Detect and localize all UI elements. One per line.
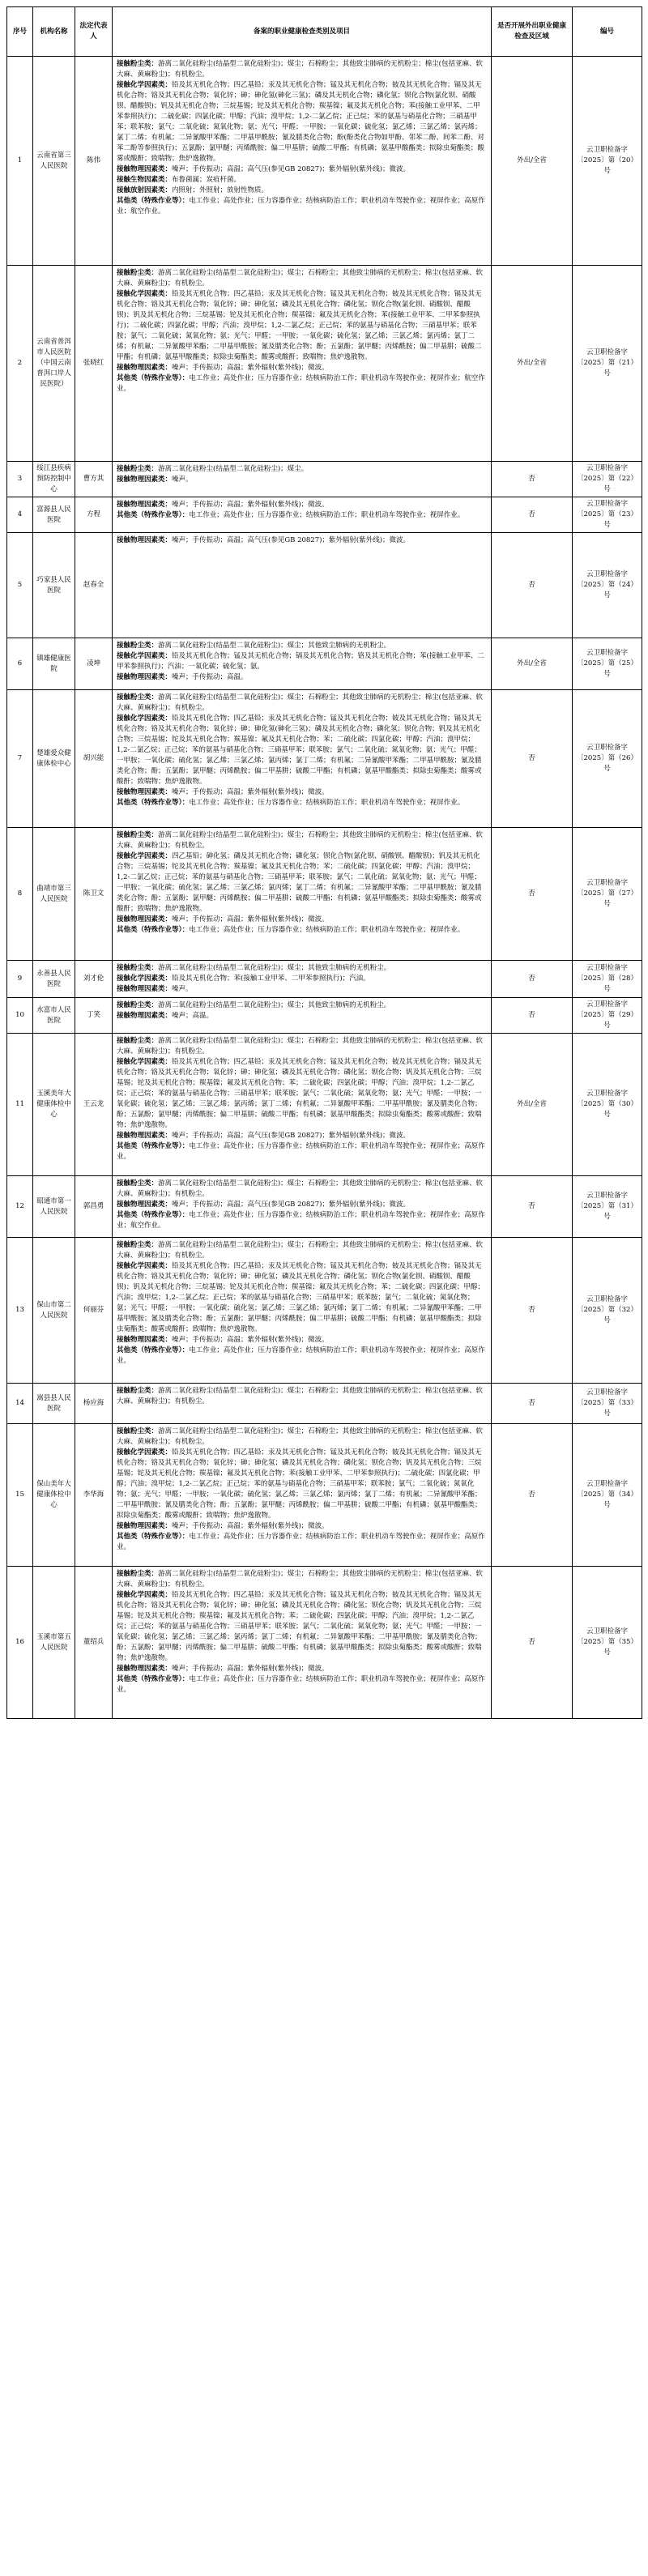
section-items: 电工作业；高处作业；压力容器作业；结核病防治工作；职业机动车驾驶作业；视屏作业；高原作业。 — [117, 1346, 485, 1365]
project-section — [117, 186, 487, 196]
header-project: 备案的职业健康检查类别及项目 — [113, 7, 492, 57]
project-section — [117, 373, 487, 395]
project-section — [117, 693, 487, 714]
org-name: 嵩县县人民医院 — [33, 1384, 75, 1424]
section-category: 接触化学因素类： — [117, 1448, 173, 1456]
registry-table — [6, 6, 642, 1719]
project-cell — [113, 690, 492, 828]
outside-exam: 否 — [492, 1384, 573, 1424]
outside-exam: 否 — [492, 828, 573, 961]
table-row — [7, 57, 642, 266]
row-number: 7 — [7, 690, 33, 828]
table-row — [7, 533, 642, 638]
table-row — [7, 828, 642, 961]
row-number: 2 — [7, 266, 33, 462]
section-items: 游离二氧化硅粉尘(结晶型二氧化硅粉尘)；煤尘；其他致尘肺病的无机粉尘。 — [158, 1001, 391, 1009]
project-section — [117, 787, 487, 798]
section-items: 噪声；手传振动；高温；高气压(参见GB 20827)；紫外辐射(紫外线)；微波。 — [172, 165, 411, 173]
org-name: 楚雄爱众健康体检中心 — [33, 690, 75, 828]
record-code: 云卫职检备字〔2025〕第（30）号 — [573, 1034, 642, 1176]
section-items: 噪声；手传振动；高温；高气压(参见GB 20827)；紫外辐射(紫外线)；微波。 — [172, 536, 411, 544]
outside-exam: 外出/全省 — [492, 1034, 573, 1176]
project-section — [117, 80, 487, 164]
section-category: 接触物理因素类： — [117, 985, 173, 993]
row-number: 3 — [7, 462, 33, 497]
legal-rep: 李华海 — [75, 1424, 113, 1567]
section-category: 接触粉尘类： — [117, 1570, 159, 1578]
section-items: 游离二氧化硅粉尘(结晶型二氧化硅粉尘)；煤尘；石棉粉尘；其他致尘肺病的无机粉尘；棉尘(包括亚麻、软大麻、黄麻粉尘)；有机粉尘。 — [117, 1179, 483, 1198]
org-name: 永善县人民医院 — [33, 961, 75, 998]
section-items: 游离二氧化硅粉尘(结晶型二氧化硅粉尘)；煤尘；石棉粉尘；其他致尘肺病的无机粉尘；棉尘(包括亚麻、软大麻、黄麻粉尘)；有机粉尘。 — [117, 1387, 483, 1405]
section-category: 其他类（特殊作业等）： — [117, 799, 190, 807]
legal-rep: 董绍兵 — [75, 1567, 113, 1719]
section-items: 游离二氧化硅粉尘(结晶型二氧化硅粉尘)；煤尘；石棉粉尘；其他致尘肺病的无机粉尘；棉尘(包括亚麻、软大麻、黄麻粉尘)；有机粉尘。 — [117, 1037, 483, 1056]
legal-rep: 曹方其 — [75, 462, 113, 497]
section-category: 其他类（特殊作业等）： — [117, 1346, 190, 1354]
section-items: 铅及其无机化合物；苯(接触工业甲苯、二甲苯参照执行)；汽油。 — [172, 975, 370, 983]
record-code: 云卫职检备字〔2025〕第（24）号 — [573, 533, 642, 638]
section-items: 噪声；手传振动；高温；紫外辐射(紫外线)；微波。 — [172, 788, 329, 796]
section-items: 电工作业；高处作业；压力容器作业；结核病防治工作；职业机动车驾驶作业；视屏作业。 — [189, 511, 465, 519]
legal-rep: 方程 — [75, 497, 113, 533]
section-category: 接触物理因素类： — [117, 1132, 173, 1140]
section-category: 接触物理因素类： — [117, 788, 173, 796]
header-code: 编号 — [573, 7, 642, 57]
project-cell — [113, 57, 492, 266]
record-code: 云卫职检备字〔2025〕第（22）号 — [573, 462, 642, 497]
legal-rep: 杨应海 — [75, 1384, 113, 1424]
legal-rep: 胡兴能 — [75, 690, 113, 828]
org-name: 保山市第二人民医院 — [33, 1238, 75, 1384]
section-items: 噪声；手传振动；高温；高气压(参见GB 20827)；紫外辐射(紫外线)；微波。 — [172, 1132, 411, 1140]
org-name: 玉溪美年大健康体检中心 — [33, 1034, 75, 1176]
outside-exam: 否 — [492, 1424, 573, 1567]
legal-rep: 何丽芬 — [75, 1238, 113, 1384]
project-cell — [113, 1034, 492, 1176]
section-category: 接触物理因素类： — [117, 364, 173, 372]
project-section — [117, 363, 487, 373]
section-items: 噪声；手传振动；高温；紫外辐射(紫外线)；微波。 — [172, 1665, 329, 1673]
record-code: 云卫职检备字〔2025〕第（32）号 — [573, 1238, 642, 1384]
section-category: 接触化学因素类： — [117, 852, 173, 860]
table-row — [7, 1238, 642, 1384]
section-items: 电工作业；高处作业；压力容器作业；结核病防治工作；职业机动车驾驶作业；视屏作业；航空作业。 — [117, 374, 485, 393]
section-category: 接触粉尘类： — [117, 693, 159, 702]
section-category: 接触化学因素类： — [117, 1058, 173, 1066]
org-name: 玉溪市第五人民医院 — [33, 1567, 75, 1719]
project-section — [117, 672, 487, 683]
outside-exam: 否 — [492, 1238, 573, 1384]
project-section — [117, 500, 487, 510]
table-row — [7, 1567, 642, 1719]
table-row — [7, 462, 642, 497]
section-category: 接触生物因素类： — [117, 176, 173, 184]
project-section — [117, 1569, 487, 1590]
section-items: 电工作业；高处作业；压力容器作业；结核病防治工作；职业机动车驾驶作业；视屏作业；高原作业；航空作业。 — [117, 197, 485, 215]
row-number: 5 — [7, 533, 33, 638]
section-items: 内照射；外照射；放射性物质。 — [172, 186, 269, 194]
row-number: 1 — [7, 57, 33, 266]
record-code: 云卫职检备字〔2025〕第（28）号 — [573, 961, 642, 998]
record-code: 云卫职检备字〔2025〕第（20）号 — [573, 57, 642, 266]
org-name: 保山美年大健康体检中心 — [33, 1424, 75, 1567]
section-items: 游离二氧化硅粉尘(结晶型二氧化硅粉尘)；煤尘；石棉粉尘；其他致尘肺病的无机粉尘；棉尘(包括亚麻、软大麻、黄麻粉尘)；有机粉尘。 — [117, 1241, 483, 1260]
org-name: 曲靖市第三人民医院 — [33, 828, 75, 961]
record-code: 云卫职检备字〔2025〕第（29）号 — [573, 998, 642, 1034]
project-section — [117, 1261, 487, 1335]
section-items: 噪声；手传振动；高温；紫外辐射(紫外线)；微波。 — [172, 501, 329, 509]
header-no: 序号 — [7, 7, 33, 57]
section-category: 接触物理因素类： — [117, 673, 173, 681]
project-section — [117, 289, 487, 363]
row-number: 8 — [7, 828, 33, 961]
project-cell — [113, 998, 492, 1034]
record-code: 云卫职检备字〔2025〕第（35）号 — [573, 1567, 642, 1719]
section-category: 接触化学因素类： — [117, 81, 173, 89]
project-section — [117, 851, 487, 915]
section-category: 接触化学因素类： — [117, 652, 173, 660]
project-section — [117, 1000, 487, 1011]
project-section — [117, 830, 487, 851]
section-category: 接触化学因素类： — [117, 290, 173, 298]
legal-rep: 王云龙 — [75, 1034, 113, 1176]
section-category: 接触粉尘类： — [117, 964, 159, 972]
org-name: 镇雄健康医院 — [33, 638, 75, 690]
section-items: 噪声；手传振动；高温。 — [172, 673, 248, 681]
table-row — [7, 690, 642, 828]
section-category: 接触粉尘类： — [117, 831, 159, 839]
section-items: 游离二氧化硅粉尘(结晶型二氧化硅粉尘)；煤尘；石棉粉尘；其他致尘肺病的无机粉尘；棉尘(包括亚麻、软大麻、黄麻粉尘)；有机粉尘。 — [117, 269, 483, 288]
project-section — [117, 1011, 487, 1021]
project-cell — [113, 497, 492, 533]
outside-exam: 否 — [492, 497, 573, 533]
legal-rep: 张晓红 — [75, 266, 113, 462]
section-category: 其他类（特殊作业等）： — [117, 197, 190, 205]
section-items: 游离二氧化硅粉尘(结晶型二氧化硅粉尘)；煤尘；其他致尘肺病的无机粉尘。 — [158, 964, 391, 972]
project-section — [117, 475, 487, 485]
table-row — [7, 961, 642, 998]
section-items: 铅及其无机化合物；四乙基铅；汞及其无机化合物；锰及其无机化合物；铍及其无机化合物；镉及其无机化合物；铬及其无机化合物；氧化锌；砷；砷化氢；磷及其无机化合物；磷化氢；钡化合物；钒及其无机化合物；三烷基锡；铊及其无机化合物；羰基镍；氟及其无机化合物；苯(接触工业甲苯、二甲苯参照执行)；二硫化碳；四氯化碳；甲醇；汽油；溴甲烷；1,2-二氯乙烷；正己烷；苯的氨基与硝基化合物；三硝基甲苯；联苯胺；氯气；二氧化硫；氮氧化物；氨；光气；甲醛；一甲胺；一氧化碳；硫化氢；氯乙烯；三氯乙烯；氯丙烯；氯丁二烯；有机氟；二异氰酸甲苯酯；二甲基甲酰胺；氰及腈类化合物；酚；五氯酚；氯甲醚；丙烯酰胺；偏二甲基肼；硫酸二甲酯；有机磷；氨基甲酸酯类；拟除虫菊酯类；酸雾或酸酐；致喘物；焦炉逸散物。 — [117, 1448, 482, 1520]
project-section — [117, 915, 487, 925]
project-section — [117, 974, 487, 984]
row-number: 4 — [7, 497, 33, 533]
section-items: 四乙基铅；砷化氢；磷及其无机化合物；磷化氢；钡化合物(氯化钡、硝酸钡、醋酸钡)；钒及其无机化合物；三烷基锡；铊及其无机化合物；羰基镍；氟及其无机化合物；苯；二硫化碳；四氯化碳；甲醇；汽油；溴甲烷；1,2-二氯乙烷；正己烷；苯的氨基与硝基化合物；三硝基甲苯；联苯胺；氯气；二氧化硫；氮氧化物；氨；光气；甲醛；一甲胺；一氧化碳；硫化氢；氯乙烯；三氯乙烯；氯丙烯；氯丁二烯；有机氟；二异氰酸甲苯酯；二甲基甲酰胺；氰及腈类化合物；酚；五氯酚；氯甲醚；丙烯酰胺；偏二甲基肼；硫酸二甲酯；有机磷；氨基甲酸酯类；拟除虫菊酯类；酸雾或酸酐；致喘物；焦炉逸散物。 — [117, 852, 482, 913]
project-section — [117, 1141, 487, 1162]
row-number: 10 — [7, 998, 33, 1034]
project-cell — [113, 1424, 492, 1567]
project-section — [117, 1200, 487, 1210]
project-section — [117, 1448, 487, 1521]
project-section — [117, 925, 487, 936]
section-items: 噪声；手传振动；高温；紫外辐射(紫外线)；微波。 — [172, 1336, 329, 1344]
row-number: 13 — [7, 1238, 33, 1384]
section-items: 电工作业；高处作业；压力容器作业；结核病防治工作；职业机动车驾驶作业；视屏作业；高原作业。 — [117, 1142, 485, 1161]
table-row — [7, 1176, 642, 1238]
project-cell — [113, 266, 492, 462]
project-section — [117, 535, 487, 546]
legal-rep: 陈卫文 — [75, 828, 113, 961]
section-items: 铅及其无机化合物；四乙基铅；汞及其无机化合物；锰及其无机化合物；铍及其无机化合物；镉及其无机化合物；铬及其无机化合物；氧化锌；砷；砷化氢(砷化三氢)；磷及其无机化合物；磷化氢；钡化合物；钒及其无机化合物；三烷基锡；铊及其无机化合物；羰基镍；氟及其无机化合物；苯；二硫化碳；四氯化碳；甲醇；汽油；溴甲烷；1,2-二氯乙烷；正己烷；苯的氨基与硝基化合物；三硝基甲苯；联苯胺；氯气；二氧化硫；氮氧化物；氨；光气；甲醛；一甲胺；一氧化碳；硫化氢；氯乙烯；三氯乙烯；氯丙烯；氯丁二烯；有机氟；二异氰酸甲苯酯；二甲基甲酰胺；氰及腈类化合物；酚；五氯酚；氯甲醚；丙烯酰胺；偏二甲基肼；硫酸二甲酯；有机磷；氨基甲酸酯类；拟除虫菊酯类；酸雾或酸酐；致喘物；焦炉逸散物。 — [117, 714, 482, 786]
legal-rep: 郭昌勇 — [75, 1176, 113, 1238]
outside-exam: 否 — [492, 961, 573, 998]
section-items: 游离二氧化硅粉尘(结晶型二氧化硅粉尘)；煤尘；石棉粉尘；其他致尘肺病的无机粉尘；棉尘(包括亚麻、软大麻、黄麻粉尘)；有机粉尘。 — [117, 1427, 483, 1446]
org-name: 巧家县人民医院 — [33, 533, 75, 638]
row-number: 12 — [7, 1176, 33, 1238]
project-section — [117, 175, 487, 186]
section-items: 铅及其无机化合物；四乙基铅；汞及其无机化合物；锰及其无机化合物；铍及其无机化合物；镉及其无机化合物；铬及其无机化合物；氧化锌；砷；砷化氢(砷化三氢)；磷及其无机化合物；磷化氢；钡化合物(氯化钡、硝酸钡、醋酸钡)；钒及其无机化合物；三烷基锡；铊及其无机化合物；羰基镍；氟及其无机化合物；苯(接触工业甲苯、二甲苯参照执行)；二硫化碳；四氯化碳；甲醇；汽油；溴甲烷；1,2-二氯乙烷；正己烷；苯的氨基与硝基化合物；三硝基甲苯；联苯胺；氯气；二氧化硫；氮氧化物；氨；光气；甲醛；一甲胺；一氧化碳；硫化氢；氯乙烯；三氯乙烯；氯丙烯；氯丁二烯；有机氟；二异氰酸甲苯酯；二甲基甲酰胺；氰及腈类化合物；酚(酚类化合物如甲酚、邻苯二酚、间苯二酚、对苯二酚等参照执行)；五氯酚；氯甲醚；丙烯酰胺；偏二甲基肼；硫酸二甲酯；有机磷；氨基甲酸酯类；拟除虫菊酯类；酸雾或酸酐；致喘物；焦炉逸散物。 — [117, 81, 484, 163]
project-section — [117, 1427, 487, 1448]
section-category: 接触化学因素类： — [117, 714, 173, 723]
table-row — [7, 638, 642, 690]
org-name: 云南省第三人民医院 — [33, 57, 75, 266]
outside-exam: 外出/全省 — [492, 57, 573, 266]
org-name: 绥江县疾病预防控制中心 — [33, 462, 75, 497]
header-rep: 法定代表人 — [75, 7, 113, 57]
header-outside: 是否开展外出职业健康检查及区域 — [492, 7, 573, 57]
project-cell — [113, 533, 492, 638]
legal-rep: 凌坤 — [75, 638, 113, 690]
table-row — [7, 1384, 642, 1424]
record-code: 云卫职检备字〔2025〕第（23）号 — [573, 497, 642, 533]
section-items: 铅及其无机化合物；四乙基铅；汞及其无机化合物；锰及其无机化合物；铍及其无机化合物；镉及其无机化合物；铬及其无机化合物；氧化锌；砷；砷化氢；磷及其无机化合物；磷化氢；钡化合物；钒及其无机化合物；三烷基锡；铊及其无机化合物；羰基镍；氟及其无机化合物；苯；二硫化碳；四氯化碳；甲醇；汽油；溴甲烷；1,2-二氯乙烷；正己烷；苯的氨基与硝基化合物；三硝基甲苯；联苯胺；氯气；二氧化硫；氮氧化物；氨；光气；甲醛；一甲胺；一氧化碳；硫化氢；氯乙烯；三氯乙烯；氯丙烯；氯丁二烯；有机氟；二异氰酸甲苯酯；二甲基甲酰胺；氰及腈类化合物；酚；五氯酚；氯甲醚；丙烯酰胺；偏二甲基肼；硫酸二甲酯；有机磷；氨基甲酸酯类；拟除虫菊酯类；酸雾或酸酐；致喘物；焦炉逸散物。 — [117, 1591, 482, 1662]
section-items: 噪声；手传振动；高温；紫外辐射(紫外线)；微波。 — [172, 915, 329, 923]
project-section — [117, 1057, 487, 1131]
section-category: 接触粉尘类： — [117, 1241, 159, 1249]
project-cell — [113, 1238, 492, 1384]
project-section — [117, 1386, 487, 1407]
project-section — [117, 1179, 487, 1200]
section-category: 接触化学因素类： — [117, 975, 173, 983]
section-items: 游离二氧化硅粉尘(结晶型二氧化硅粉尘)；煤尘。 — [158, 465, 309, 473]
section-items: 噪声；高温。 — [172, 1012, 214, 1020]
record-code: 云卫职检备字〔2025〕第（26）号 — [573, 690, 642, 828]
outside-exam: 否 — [492, 533, 573, 638]
project-section — [117, 641, 487, 651]
outside-exam: 否 — [492, 462, 573, 497]
project-section — [117, 1521, 487, 1532]
outside-exam: 外出/全省 — [492, 266, 573, 462]
section-category: 接触物理因素类： — [117, 1336, 173, 1344]
section-category: 接触粉尘类： — [117, 1037, 159, 1045]
record-code: 云卫职检备字〔2025〕第（27）号 — [573, 828, 642, 961]
project-section — [117, 984, 487, 995]
section-category: 其他类（特殊作业等）： — [117, 1675, 190, 1683]
section-items: 游离二氧化硅粉尘(结晶型二氧化硅粉尘)；煤尘；其他致尘肺病的无机粉尘。 — [158, 642, 391, 650]
section-category: 接触粉尘类： — [117, 1001, 159, 1009]
section-items: 铅及其无机化合物；四乙基铅；汞及其无机化合物；锰及其无机化合物；铍及其无机化合物；镉及其无机化合物；铬及其无机化合物；氧化锌；砷；砷化氢；磷及其无机化合物；磷化氢；钡化合物(氯化钡、硝酸钡、醋酸钡)；钒及其无机化合物；三烷基锡；铊及其无机化合物；羰基镍；氟及其无机化合物；苯(接触工业甲苯、二甲苯参照执行)；二硫化碳；四氯化碳；甲醇；汽油；溴甲烷；1,2-二氯乙烷；正己烷；苯的氨基与硝基化合物；三硝基甲苯；联苯胺；氯气；二氧化硫；氮氧化物；氨；光气；甲醛；一甲胺；一氧化碳；硫化氢；氯乙烯；三氯乙烯；氯丙烯；氯丁二烯；有机氟；二异氰酸甲苯酯；二甲基甲酰胺；氰及腈类化合物；酚；五氯酚；氯甲醚；丙烯酰胺；偏二甲基肼；硫酸二甲酯；有机磷；氨基甲酸酯类；拟除虫菊酯类；酸雾或酸酐；致喘物；焦炉逸散物。 — [117, 290, 482, 361]
section-category: 接触粉尘类： — [117, 269, 159, 277]
section-items: 游离二氧化硅粉尘(结晶型二氧化硅粉尘)；煤尘；石棉粉尘；其他致尘肺病的无机粉尘；棉尘(包括亚麻、软大麻、黄麻粉尘)；有机粉尘。 — [117, 1570, 483, 1589]
record-code: 云卫职检备字〔2025〕第（33）号 — [573, 1384, 642, 1424]
section-items: 电工作业；高处作业；压力容器作业；结核病防治工作；职业机动车驾驶作业；视屏作业；高原作业；航空作业。 — [117, 1211, 485, 1230]
section-items: 铅及其无机化合物；锰及其无机化合物；镉及其无机化合物；铬及其无机化合物；苯(接触工业甲苯、二甲苯参照执行)；汽油；一氧化碳；硫化氢；氨。 — [117, 652, 484, 671]
section-category: 接触粉尘类： — [117, 1387, 159, 1395]
record-code: 云卫职检备字〔2025〕第（34）号 — [573, 1424, 642, 1567]
project-cell — [113, 462, 492, 497]
section-category: 接触物理因素类： — [117, 536, 173, 544]
org-name: 富源县人民医院 — [33, 497, 75, 533]
section-category: 接触粉尘类： — [117, 1179, 159, 1188]
org-name: 云南省普洱市人民医院（中国云南普洱口岸人民医院） — [33, 266, 75, 462]
section-category: 接触放射因素类： — [117, 186, 173, 194]
record-code: 云卫职检备字〔2025〕第（31）号 — [573, 1176, 642, 1238]
header-org: 机构名称 — [33, 7, 75, 57]
row-number: 16 — [7, 1567, 33, 1719]
outside-exam: 否 — [492, 1567, 573, 1719]
section-category: 接触物理因素类： — [117, 165, 173, 173]
project-cell — [113, 638, 492, 690]
project-section — [117, 798, 487, 808]
table-row — [7, 1034, 642, 1176]
section-items: 噪声。 — [172, 476, 193, 484]
row-number: 15 — [7, 1424, 33, 1567]
section-category: 其他类（特殊作业等）： — [117, 1211, 190, 1219]
section-items: 噪声；手传振动；高温；高气压(参见GB 20827)；紫外辐射(紫外线)；微波。 — [172, 1201, 411, 1209]
project-section — [117, 1674, 487, 1695]
project-section — [117, 651, 487, 672]
legal-rep: 赵春全 — [75, 533, 113, 638]
section-items: 噪声；手传振动；高温；紫外辐射(紫外线)；微波。 — [172, 1522, 329, 1530]
record-code: 云卫职检备字〔2025〕第（25）号 — [573, 638, 642, 690]
project-section — [117, 714, 487, 787]
section-category: 接触物理因素类： — [117, 1665, 173, 1673]
section-items: 电工作业；高处作业；压力容器作业；结核病防治工作；职业机动车驾驶作业；视屏作业；高原作业。 — [117, 1533, 485, 1551]
project-section — [117, 268, 487, 289]
table-row — [7, 497, 642, 533]
legal-rep: 陈伟 — [75, 57, 113, 266]
table-row — [7, 998, 642, 1034]
project-section — [117, 1240, 487, 1261]
section-category: 接触物理因素类： — [117, 476, 173, 484]
project-cell — [113, 1176, 492, 1238]
outside-exam: 否 — [492, 690, 573, 828]
row-number: 9 — [7, 961, 33, 998]
section-items: 铅及其无机化合物；四乙基铅；汞及其无机化合物；锰及其无机化合物；铍及其无机化合物；镉及其无机化合物；铬及其无机化合物；氧化锌；砷；砷化氢；磷及其无机化合物；磷化氢；钡化合物；钒及其无机化合物；三烷基锡；铊及其无机化合物；羰基镍；氟及其无机化合物；苯；二硫化碳；四氯化碳；甲醇；汽油；溴甲烷；1,2-二氯乙烷；正己烷；苯的氨基与硝基化合物；三硝基甲苯；联苯胺；氯气；二氧化硫；氮氧化物；氨；光气；甲醛；一甲胺；一氧化碳；硫化氢；氯乙烯；三氯乙烯；氯丙烯；氯丁二烯；有机氟；二异氰酸甲苯酯；二甲基甲酰胺；氰及腈类化合物；酚；五氯酚；氯甲醚；丙烯酰胺；偏二甲基肼；硫酸二甲酯；有机磷；氨基甲酸酯类；拟除虫菊酯类；酸雾或酸酐；致喘物；焦炉逸散物。 — [117, 1058, 482, 1129]
row-number: 11 — [7, 1034, 33, 1176]
project-section — [117, 1335, 487, 1346]
section-category: 接触物理因素类： — [117, 1012, 173, 1020]
project-cell — [113, 1567, 492, 1719]
legal-rep: 丁笑 — [75, 998, 113, 1034]
project-section — [117, 1532, 487, 1553]
section-items: 噪声。 — [172, 985, 193, 993]
section-category: 其他类（特殊作业等）： — [117, 1142, 190, 1150]
section-category: 接触化学因素类： — [117, 1591, 173, 1599]
project-section — [117, 1664, 487, 1674]
section-category: 接触化学因素类： — [117, 1262, 173, 1270]
section-items: 电工作业；高处作业；压力容器作业；结核病防治工作；职业机动车驾驶作业；视屏作业。 — [189, 799, 465, 807]
outside-exam: 否 — [492, 1176, 573, 1238]
project-section — [117, 1590, 487, 1664]
project-section — [117, 510, 487, 521]
section-items: 铅及其无机化合物；四乙基铅；汞及其无机化合物；锰及其无机化合物；铍及其无机化合物；镉及其无机化合物；铬及其无机化合物；氧化锌；砷；砷化氢；磷及其无机化合物；磷化氢；钡化合物(氯化钡、硝酸钡、醋酸钡)；钒及其无机化合物；三烷基锡；铊及其无机化合物；羰基镍；氟及其无机化合物；苯；二硫化碳；四氯化碳；甲醇；汽油；溴甲烷；1,2-二氯乙烷；正己烷；苯的氨基与硝基化合物；三硝基甲苯；联苯胺；氯气；二氧化硫；氮氧化物；氨；光气；甲醛；一甲胺；一氧化碳；硫化氢；氯乙烯；三氯乙烯；氯丙烯；氯丁二烯；有机氟；二异氰酸甲苯酯；二甲基甲酰胺；氰及腈类化合物；酚；五氯酚；氯甲醚；丙烯酰胺；偏二甲基肼；硫酸二甲酯；有机磷；氨基甲酸酯类；拟除虫菊酯类；酸雾或酸酐；致喘物；焦炉逸散物。 — [117, 1262, 484, 1333]
section-items: 电工作业；高处作业；压力容器作业；结核病防治工作；职业机动车驾驶作业；视屏作业。 — [189, 926, 465, 934]
project-section — [117, 963, 487, 974]
section-category: 接触粉尘类： — [117, 1427, 159, 1435]
section-items: 游离二氧化硅粉尘(结晶型二氧化硅粉尘)；煤尘；石棉粉尘；其他致尘肺病的无机粉尘；棉尘(包括亚麻、软大麻、黄麻粉尘)；有机粉尘。 — [117, 693, 483, 712]
row-number: 6 — [7, 638, 33, 690]
section-category: 其他类（特殊作业等）： — [117, 374, 190, 382]
section-category: 接触物理因素类： — [117, 1522, 173, 1530]
section-category: 其他类（特殊作业等）： — [117, 1533, 190, 1541]
section-category: 接触物理因素类： — [117, 501, 173, 509]
project-section — [117, 1210, 487, 1231]
record-code: 云卫职检备字〔2025〕第（21）号 — [573, 266, 642, 462]
section-category: 接触粉尘类： — [117, 60, 159, 68]
section-items: 电工作业；高处作业；压力容器作业；结核病防治工作；职业机动车驾驶作业；视屏作业；高原作业。 — [117, 1675, 485, 1694]
section-category: 接触粉尘类： — [117, 465, 159, 473]
project-section — [117, 1036, 487, 1057]
project-section — [117, 1131, 487, 1141]
project-section — [117, 196, 487, 217]
table-body — [7, 57, 642, 1719]
outside-exam: 外出/全省 — [492, 638, 573, 690]
outside-exam: 否 — [492, 998, 573, 1034]
project-section — [117, 164, 487, 175]
table-row — [7, 266, 642, 462]
org-name: 昭通市第一人民医院 — [33, 1176, 75, 1238]
table-row — [7, 1424, 642, 1567]
section-category: 其他类（特殊作业等）： — [117, 511, 190, 519]
section-category: 接触粉尘类： — [117, 642, 159, 650]
project-cell — [113, 961, 492, 998]
section-category: 接触物理因素类： — [117, 915, 173, 923]
section-items: 游离二氧化硅粉尘(结晶型二氧化硅粉尘)；煤尘；石棉粉尘；其他致尘肺病的无机粉尘；棉尘(包括亚麻、软大麻、黄麻粉尘)；有机粉尘。 — [117, 831, 483, 850]
section-items: 噪声；手传振动；高温；紫外辐射(紫外线)；微波。 — [172, 364, 329, 372]
section-items: 游离二氧化硅粉尘(结晶型二氧化硅粉尘)；煤尘；石棉粉尘；其他致尘肺病的无机粉尘；棉尘(包括亚麻、软大麻、黄麻粉尘)；有机粉尘。 — [117, 60, 483, 79]
org-name: 水富市人民医院 — [33, 998, 75, 1034]
section-category: 其他类（特殊作业等）： — [117, 926, 190, 934]
legal-rep: 刘才伦 — [75, 961, 113, 998]
project-section — [117, 464, 487, 475]
project-cell — [113, 1384, 492, 1424]
header-row — [7, 7, 642, 57]
project-cell — [113, 828, 492, 961]
project-section — [117, 59, 487, 80]
section-items: 布鲁菌属；炭疽杆菌。 — [172, 176, 241, 184]
project-section — [117, 1346, 487, 1367]
section-category: 接触物理因素类： — [117, 1201, 173, 1209]
row-number: 14 — [7, 1384, 33, 1424]
